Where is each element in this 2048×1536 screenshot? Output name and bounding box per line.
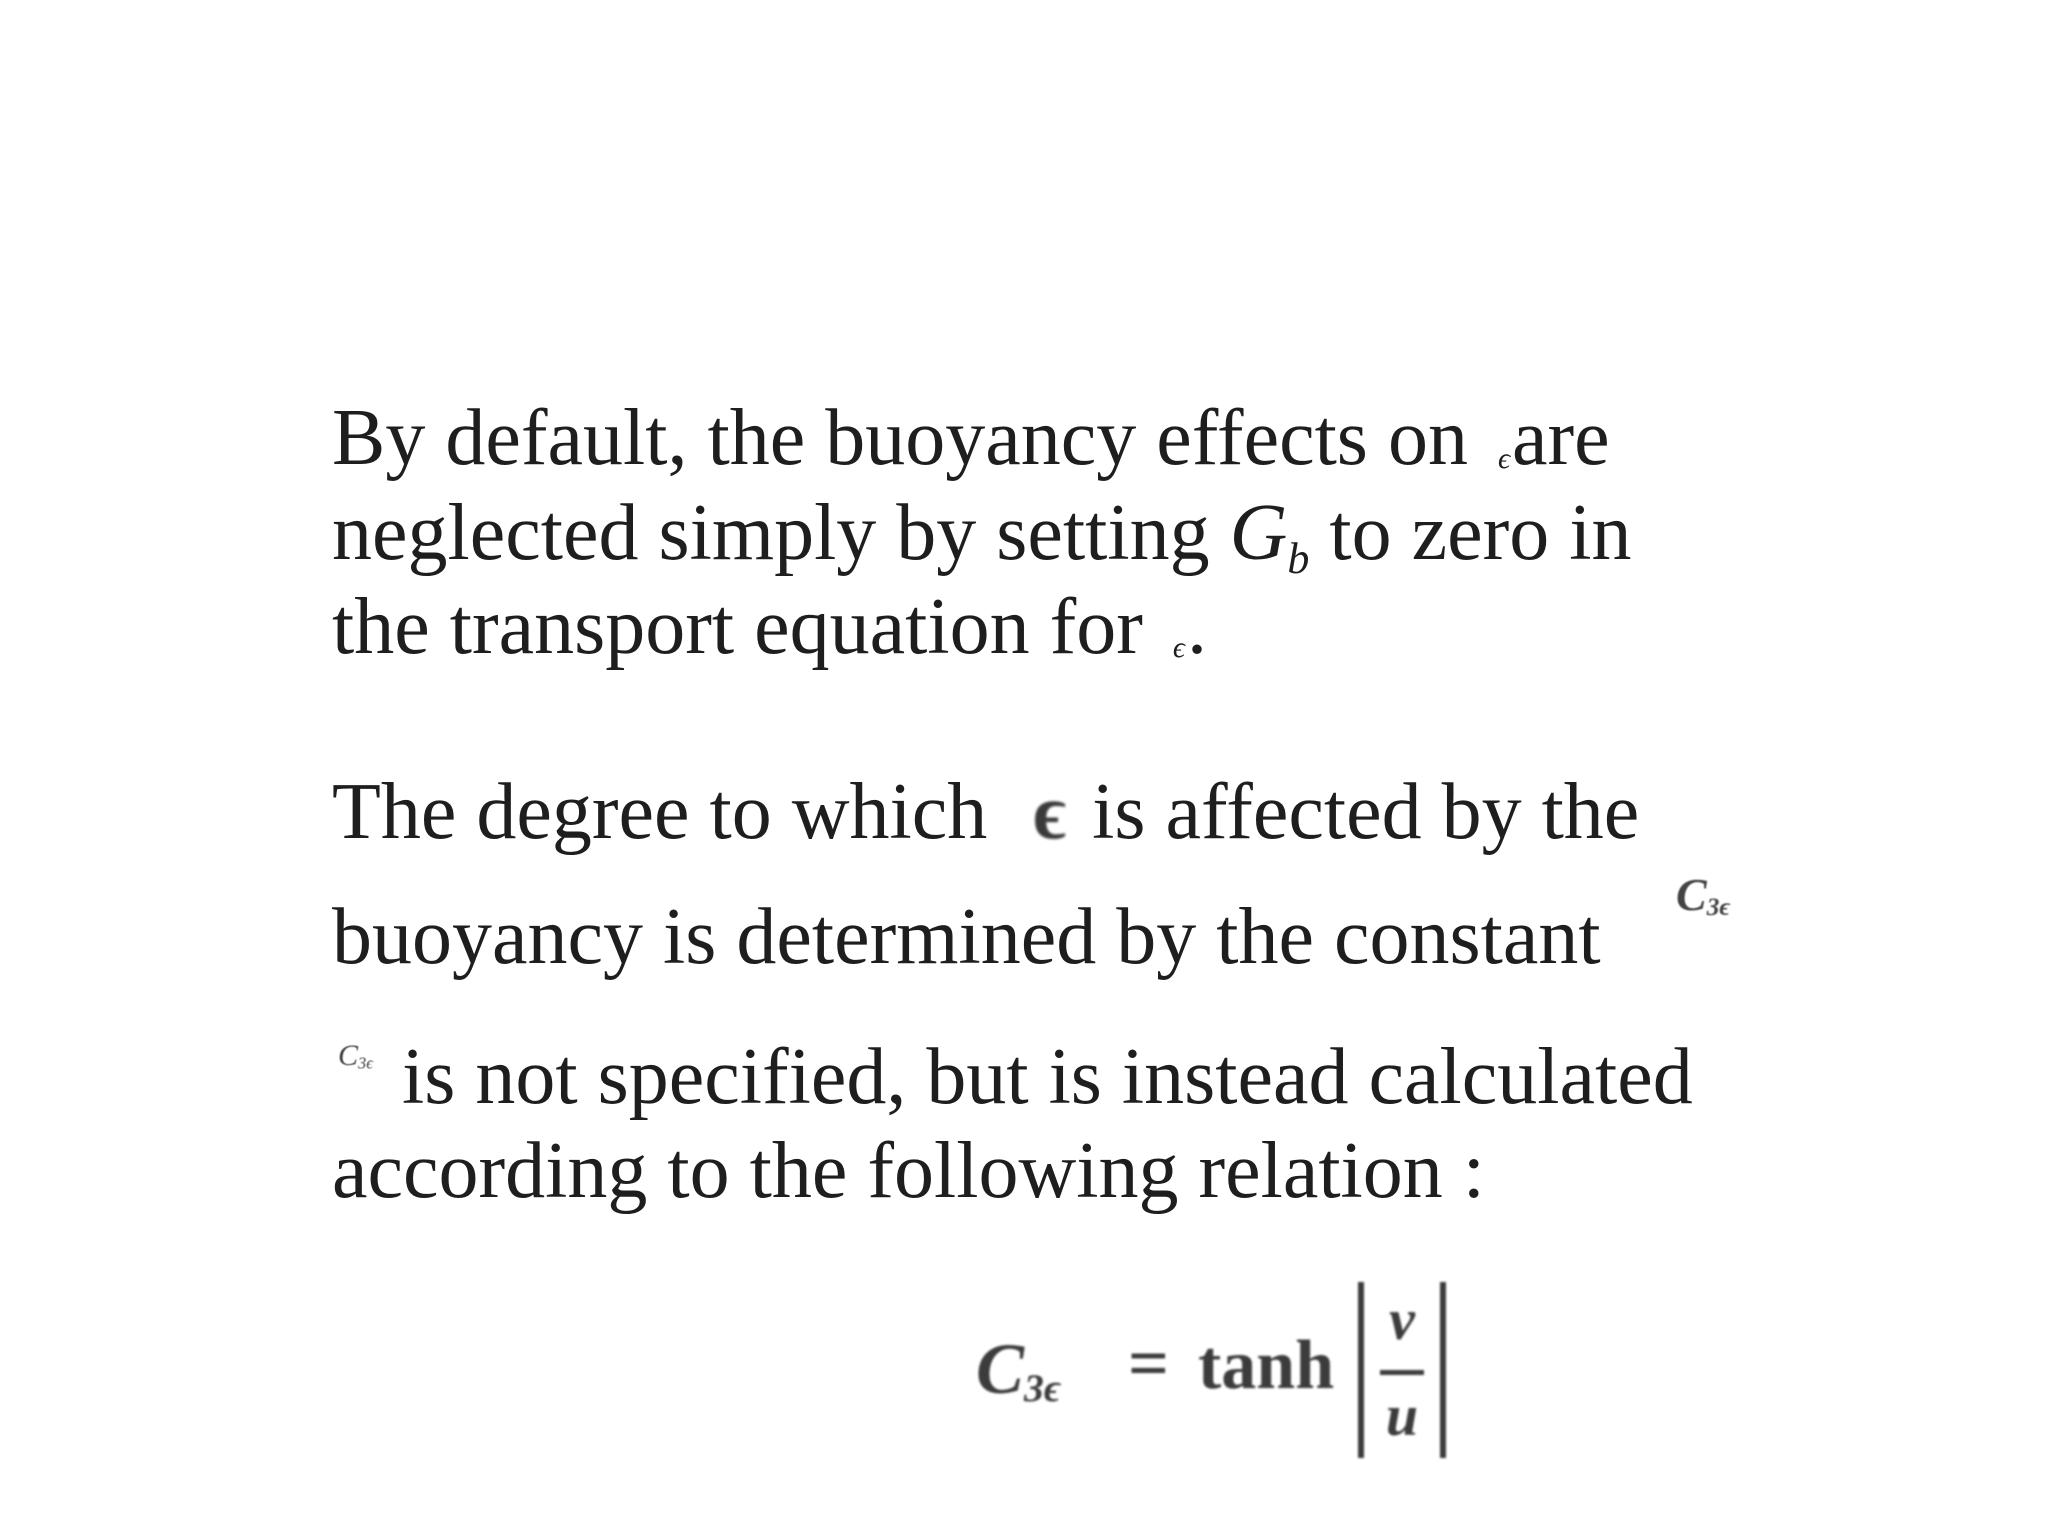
text-line-5 — [332, 893, 1601, 981]
equation-equals-sign: = — [1128, 1323, 1170, 1403]
g-subscript: b — [1287, 534, 1310, 583]
absolute-bar-left — [1358, 1282, 1364, 1458]
equation-lhs-main: C — [976, 1329, 1025, 1409]
line3-end: . — [1186, 583, 1207, 671]
text-line-2 — [332, 489, 1632, 583]
text-line-6 — [402, 1033, 1693, 1121]
equation-fraction — [1374, 1282, 1430, 1458]
line4-end: is affected by the — [1072, 768, 1640, 856]
line6-text: is not specified, but is instead calculated — [402, 1033, 1693, 1121]
equation-numerator: v — [1389, 1287, 1415, 1352]
c3e-inline-sub: 3ϵ — [358, 1053, 373, 1073]
line1-text: By default, the buoyancy effects on — [332, 394, 1488, 482]
c3e-sub: 3ϵ — [1706, 893, 1731, 922]
text-line-7 — [332, 1127, 1486, 1215]
epsilon-symbol-large: ϵ — [1033, 768, 1067, 855]
g-b-variable — [1229, 489, 1310, 583]
equation-lhs-sub: 3ϵ — [1024, 1365, 1061, 1410]
line2-text: neglected simply by setting — [332, 489, 1230, 577]
text-line-3 — [332, 583, 1207, 671]
line5-text: buoyancy is determined by the constant — [332, 893, 1601, 981]
c3e-constant-symbol — [1676, 868, 1730, 922]
equation-denominator: u — [1385, 1383, 1419, 1448]
c3e-inline-symbol — [338, 1039, 373, 1073]
c3e-inline-main: C — [338, 1039, 359, 1072]
line3-text: the transport equation for — [332, 583, 1163, 671]
text-line-4 — [332, 768, 1640, 856]
line4-text: The degree to which — [332, 768, 1008, 856]
line1-end: are — [1512, 394, 1610, 482]
epsilon-symbol: ϵ — [1497, 442, 1511, 475]
line7-text: according to the following relation : — [332, 1127, 1486, 1215]
g-symbol: G — [1229, 489, 1288, 577]
text-line-1 — [332, 394, 1610, 482]
epsilon-symbol-2: ϵ — [1172, 631, 1185, 664]
equation-lhs — [976, 1328, 1061, 1411]
line2-end: to zero in — [1309, 489, 1632, 577]
fraction-line — [1380, 1370, 1424, 1375]
equation-tanh: tanh — [1198, 1327, 1335, 1404]
c3e-main: C — [1676, 869, 1707, 920]
absolute-bar-right — [1440, 1282, 1446, 1458]
